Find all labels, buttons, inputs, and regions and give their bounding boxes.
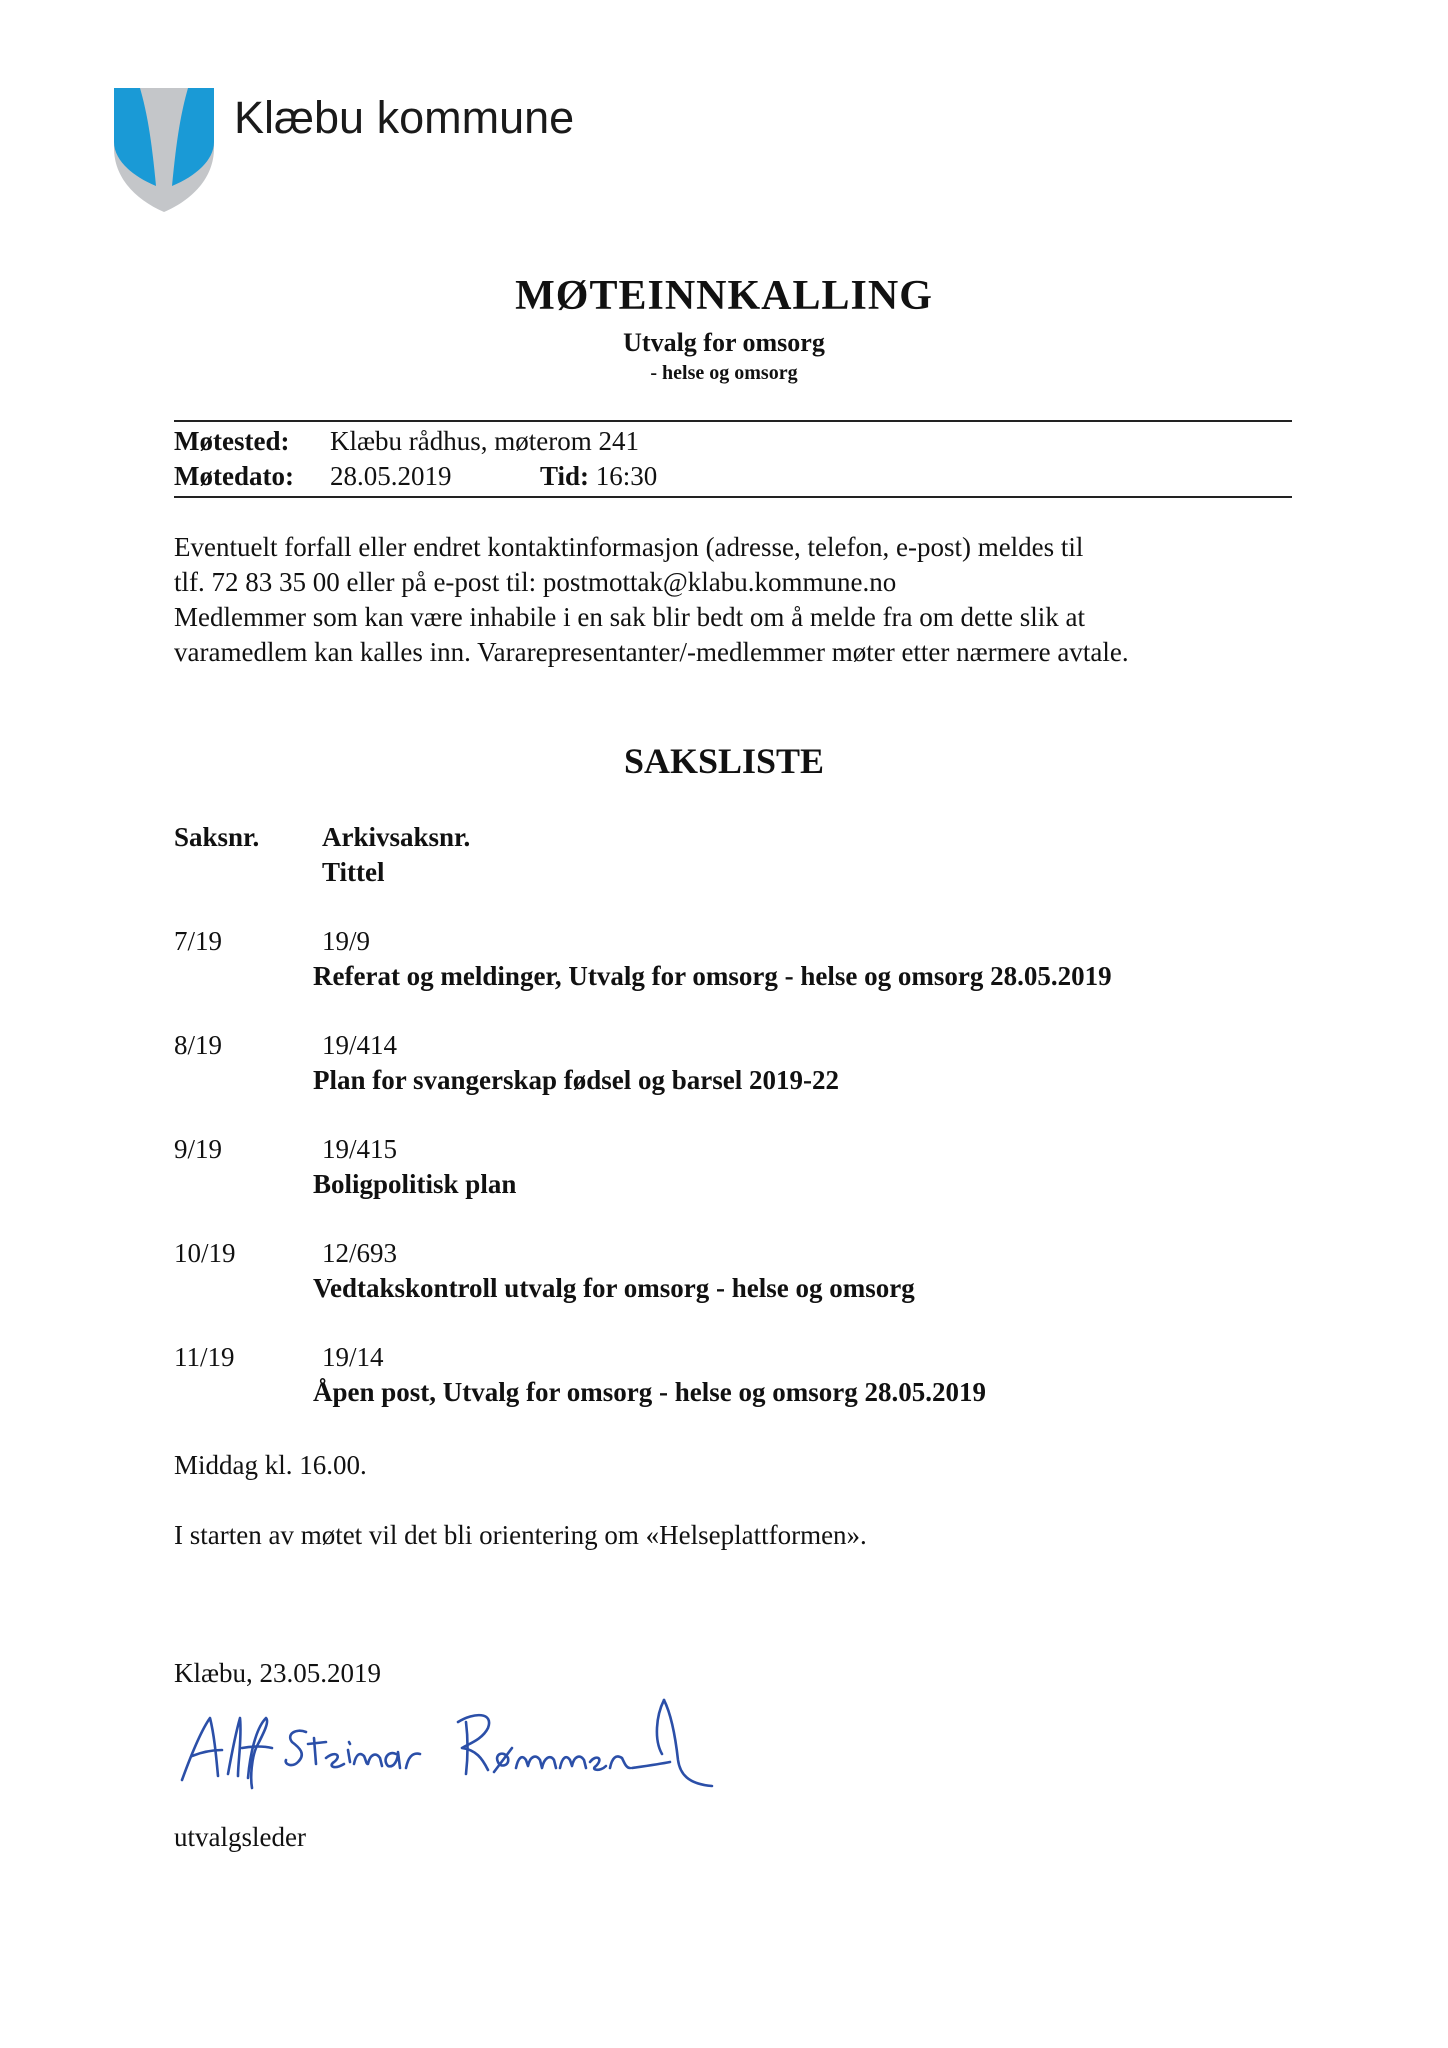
orientation-note: I starten av møtet vil det bli orientering om «Helseplattformen». <box>174 1520 867 1550</box>
arkivsaksnr: 19/414 <box>322 1030 398 1060</box>
municipality-name: Klæbu kommune <box>234 92 575 143</box>
saksnr: 9/19 <box>174 1134 223 1164</box>
col-arkivsaksnr: Arkivsaksnr. <box>322 822 471 852</box>
sak-tittel: Vedtakskontroll utvalg for omsorg - helse og omsorg <box>313 1273 915 1303</box>
col-tittel: Tittel <box>322 857 385 887</box>
meeting-place: Klæbu rådhus, møterom 241 <box>330 426 639 456</box>
col-saksnr: Saksnr. <box>174 822 260 852</box>
sak-tittel: Åpen post, Utvalg for omsorg - helse og omsorg 28.05.2019 <box>313 1377 986 1407</box>
divider-top <box>174 420 1292 422</box>
info-line: tlf. 72 83 35 00 eller på e-post til: postmottak@klabu.kommune.no <box>174 567 897 597</box>
sak-tittel: Plan for svangerskap fødsel og barsel 2019-22 <box>313 1065 840 1095</box>
document-title: MØTEINNKALLING <box>515 273 933 319</box>
info-line: Medlemmer som kan være inhabile i en sak blir bedt om å melde fra om dette slik at <box>174 602 1085 632</box>
meeting-date: 28.05.2019 <box>330 461 452 491</box>
saksnr: 8/19 <box>174 1030 223 1060</box>
meeting-time: 16:30 <box>595 461 658 491</box>
arkivsaksnr: 19/9 <box>322 926 371 956</box>
sak-tittel: Boligpolitisk plan <box>313 1169 517 1199</box>
info-paragraph <box>174 530 1304 670</box>
coat-of-arms-icon <box>112 86 216 214</box>
info-line: Eventuelt forfall eller endret kontaktinformasjon (adresse, telefon, e-post) meldes til <box>174 532 1084 562</box>
place-label: Møtested: <box>174 426 290 456</box>
saksnr: 10/19 <box>174 1238 236 1268</box>
saksnr: 7/19 <box>174 926 223 956</box>
arkivsaksnr: 19/415 <box>322 1134 398 1164</box>
committee-name: Utvalg for omsorg <box>623 328 825 357</box>
committee-subname: - helse og omsorg <box>650 362 798 384</box>
dinner-note: Middag kl. 16.00. <box>174 1450 367 1480</box>
saksliste-heading: SAKSLISTE <box>623 741 825 781</box>
signature <box>176 1688 716 1798</box>
divider-bottom <box>174 496 1292 498</box>
date-label: Møtedato: <box>174 461 294 491</box>
sak-tittel: Referat og meldinger, Utvalg for omsorg - helse og omsorg 28.05.2019 <box>313 961 1112 991</box>
time-label: Tid: <box>540 461 590 491</box>
place-date: Klæbu, 23.05.2019 <box>174 1658 382 1688</box>
signatory-role: utvalgsleder <box>174 1822 306 1852</box>
saksnr: 11/19 <box>174 1342 235 1372</box>
info-line: varamedlem kan kalles inn. Vararepresentanter/-medlemmer møter etter nærmere avtale. <box>174 637 1129 667</box>
arkivsaksnr: 19/14 <box>322 1342 384 1372</box>
arkivsaksnr: 12/693 <box>322 1238 398 1268</box>
